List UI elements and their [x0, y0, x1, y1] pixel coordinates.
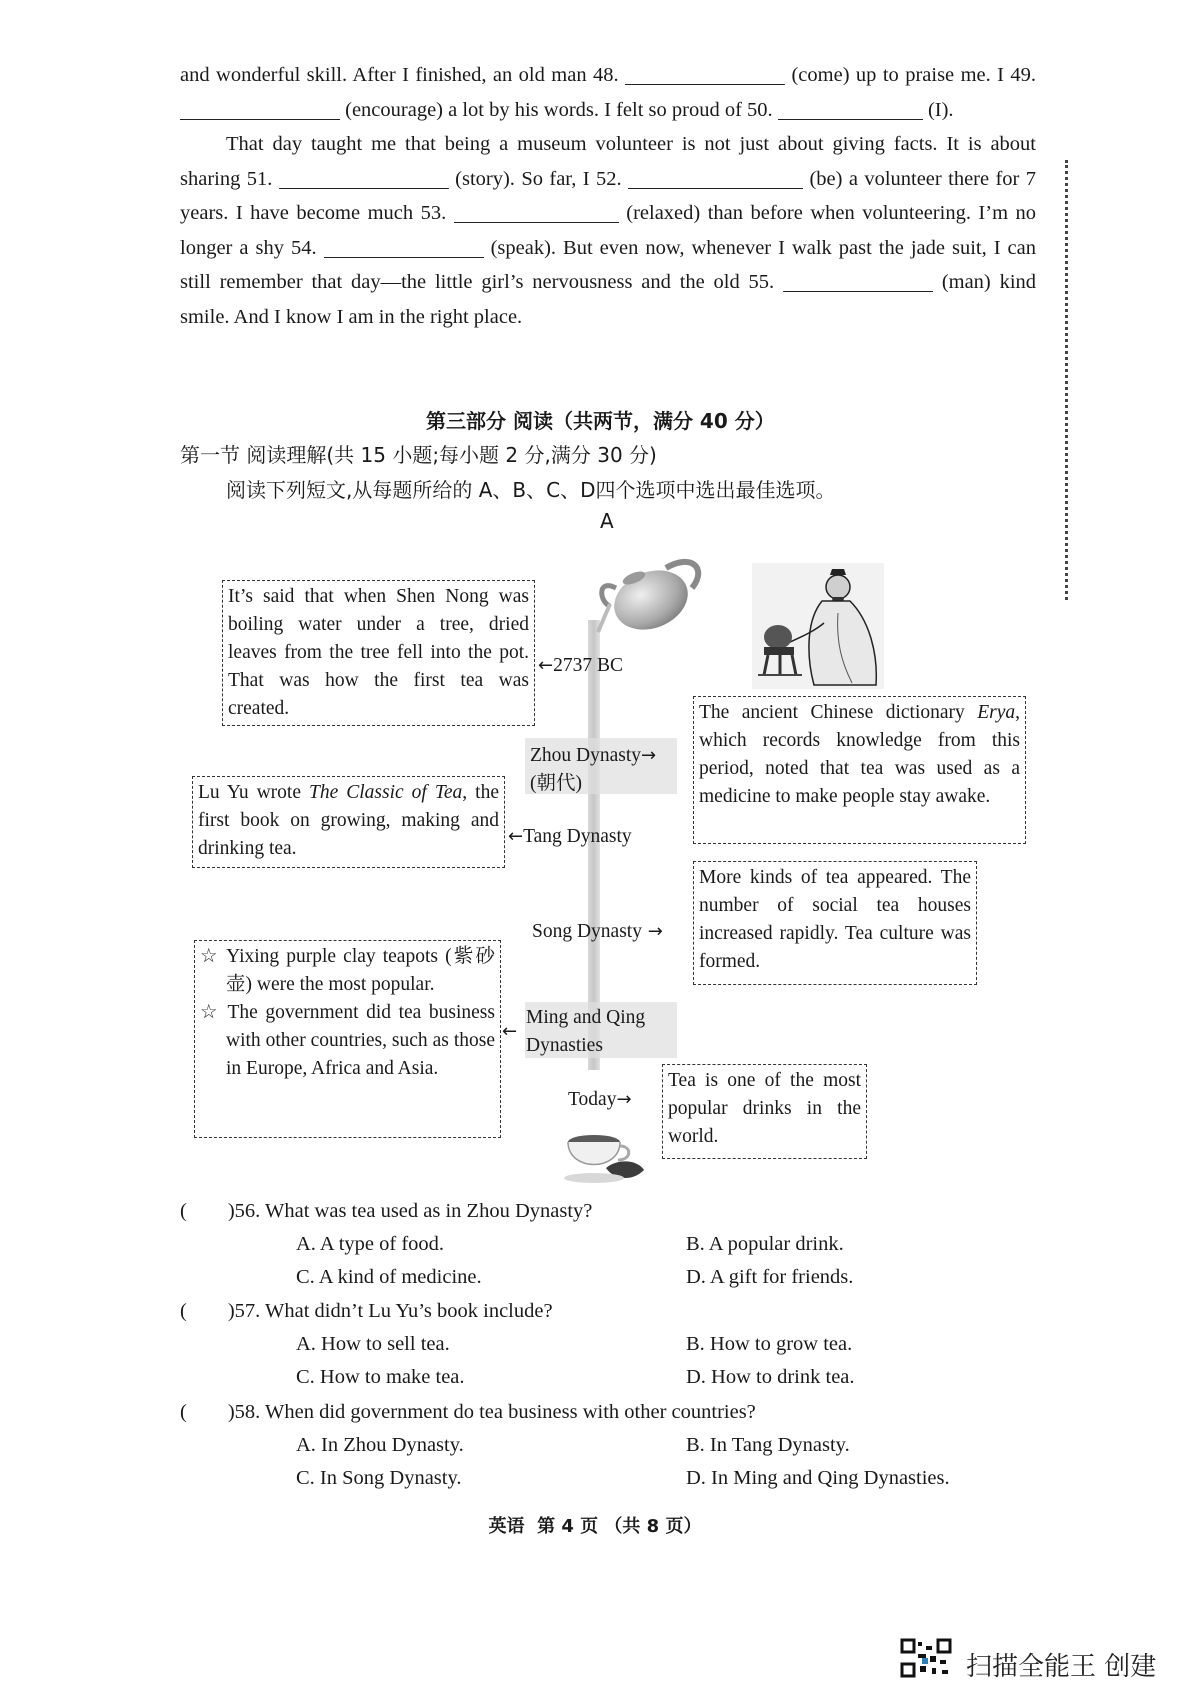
label-text: Tang Dynasty: [523, 826, 632, 847]
teacup-icon: [560, 1128, 650, 1188]
star-icon: ☆: [200, 1002, 228, 1023]
arrow-left-icon: ←: [508, 826, 524, 847]
label-today: [568, 1086, 632, 1114]
binding-dotted-line: [1065, 160, 1068, 600]
option[interactable]: C. How to make tea.: [296, 1366, 465, 1388]
option[interactable]: D. How to drink tea.: [686, 1366, 855, 1388]
answer-blank-50[interactable]: [778, 97, 923, 120]
label-note: (朝代): [530, 773, 582, 794]
shen-nong-illustration: [752, 563, 884, 689]
option[interactable]: A. How to sell tea.: [296, 1333, 450, 1355]
passage-text: That day taught me that being a museum volunteer is not just about giving facts. It is about sharing 51.: [180, 133, 1036, 190]
passage-text: and wonderful skill. After I finished, an old man 48.: [180, 64, 619, 86]
label-ming-qing: [502, 1004, 645, 1060]
page-footer: 英语 第 4 页 （共 8 页）: [488, 1516, 702, 1537]
option[interactable]: A. A type of food.: [296, 1233, 445, 1255]
passage-text: (relaxed) than before when volunteering. I’m no longer a shy 54.: [180, 202, 1037, 259]
question-56: [180, 1196, 592, 1226]
box-text: More kinds of tea appeared. The number of social tea houses increased rapidly. Tea culture was formed.: [699, 867, 971, 972]
qr-code-icon: [900, 1638, 952, 1678]
option[interactable]: B. A popular drink.: [686, 1233, 844, 1255]
option[interactable]: B. How to grow tea.: [686, 1333, 853, 1355]
option[interactable]: C. A kind of medicine.: [296, 1266, 482, 1288]
scanner-watermark: 扫描全能王 创建: [966, 1652, 1157, 1682]
teapot-icon: [596, 548, 706, 640]
question-stem: 57. What didn’t Lu Yu’s book include?: [234, 1300, 553, 1322]
label-text: Zhou Dynasty: [530, 745, 642, 766]
section-subtitle: 第一节 阅读理解(共 15 小题;每小题 2 分,满分 30 分): [180, 443, 657, 467]
answer-blank-48[interactable]: [625, 62, 785, 85]
option[interactable]: A. In Zhou Dynasty.: [296, 1434, 464, 1456]
box-item: ☆ The government did tea business with other countries, such as those in Europe, Africa and Asia.: [200, 1002, 495, 1079]
passage-text: (come) up to praise me. I 49.: [791, 64, 1037, 86]
label-text: 2737 BC: [553, 655, 623, 676]
arrow-right-icon: →: [641, 921, 663, 942]
ming-qing-box: [194, 940, 501, 1138]
answer-blank-52[interactable]: [628, 166, 803, 189]
answer-bracket[interactable]: ( ): [180, 1401, 235, 1423]
question-stem: 58. When did government do tea business with other countries?: [234, 1401, 756, 1423]
passage-text: (encourage) a lot by his words. I felt so proud of 50.: [345, 98, 773, 121]
passage-continuation: [180, 58, 1036, 334]
answer-bracket[interactable]: ( ): [180, 1300, 235, 1322]
shen-nong-box: [222, 580, 535, 726]
answer-blank-53[interactable]: [454, 200, 619, 223]
question-stem: 56. What was tea used as in Zhou Dynasty?: [234, 1200, 593, 1222]
passage-text: (story). So far, I 52.: [455, 167, 622, 190]
label-text: Ming and Qing: [526, 1007, 646, 1028]
star-icon: ☆: [200, 946, 227, 967]
option[interactable]: C. In Song Dynasty.: [296, 1467, 462, 1489]
option[interactable]: D. A gift for friends.: [686, 1266, 854, 1288]
passage-text: (I).: [927, 98, 954, 121]
label-song: [532, 918, 663, 946]
label-tang: [508, 823, 632, 851]
answer-blank-54[interactable]: [324, 235, 484, 258]
arrow-right-icon: →: [616, 1089, 632, 1110]
passage-text: (man) kind smile. And I know I am in the right place.: [180, 271, 1037, 328]
erya-box: [693, 696, 1026, 844]
song-box: [693, 861, 977, 985]
passage-text: (be) a volunteer there for 7 years. I have become much 53.: [180, 167, 1037, 224]
answer-bracket[interactable]: ( ): [180, 1200, 235, 1222]
answer-blank-51[interactable]: [279, 166, 449, 189]
arrow-left-icon: ←: [538, 655, 554, 676]
label-2737-bc: [538, 652, 623, 680]
answer-blank-55[interactable]: [783, 269, 933, 292]
instruction: 阅读下列短文,从每题所给的 A、B、C、D四个选项中选出最佳选项。: [226, 478, 836, 502]
box-text: The ancient Chinese dictionary Erya, which records knowledge from this period, noted that tea was used as a medicine to make people stay awake.: [699, 702, 1020, 807]
label-text: Song Dynasty: [532, 921, 642, 942]
label-text: Today: [568, 1089, 617, 1110]
passage-letter: A: [600, 509, 614, 533]
box-text: Lu Yu wrote The Classic of Tea, the first book on growing, making and drinking tea.: [198, 782, 499, 859]
question-58: [180, 1397, 756, 1427]
arrow-left-icon: ←: [502, 1021, 518, 1042]
option[interactable]: D. In Ming and Qing Dynasties.: [686, 1467, 950, 1489]
part-title: 第三部分 阅读（共两节，满分 40 分）: [426, 409, 775, 433]
label-zhou: [530, 742, 656, 798]
passage-text: (speak). But even now, whenever I walk past the jade suit, I can still remember that day—the little girl’s nervousness and the old 55.: [180, 236, 1037, 293]
question-57: [180, 1296, 553, 1326]
answer-blank-49[interactable]: [180, 97, 340, 120]
box-item: ☆ Yixing purple clay teapots (紫砂壶) were the most popular.: [200, 946, 495, 995]
box-text: It’s said that when Shen Nong was boiling water under a tree, dried leaves from the tree fell into the pot. That was how the first tea was created.: [228, 586, 529, 719]
lu-yu-box: [192, 776, 505, 868]
today-box: [662, 1064, 867, 1159]
box-text: Tea is one of the most popular drinks in the world.: [668, 1070, 861, 1147]
label-text: Dynasties: [526, 1035, 603, 1056]
option[interactable]: B. In Tang Dynasty.: [686, 1434, 850, 1456]
arrow-right-icon: →: [641, 745, 657, 766]
